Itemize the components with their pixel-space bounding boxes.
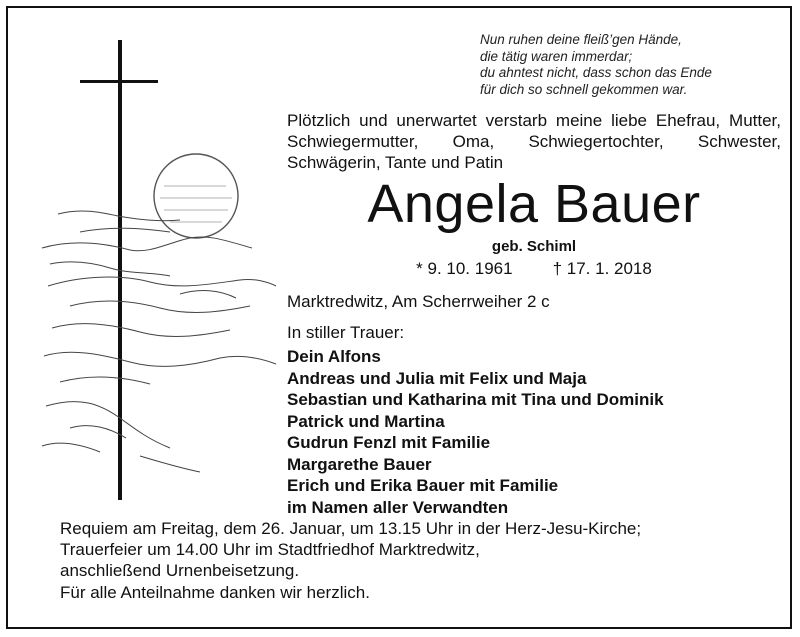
mourner: Margarethe Bauer — [287, 454, 432, 474]
poem-line: für dich so schnell gekommen war. — [480, 81, 688, 97]
poem-line: die tätig waren immerdar; — [480, 48, 633, 64]
mourner: Sebastian und Katharina mit Tina und Dominik — [287, 390, 664, 409]
memorial-illustration — [40, 36, 280, 506]
deceased-name: Angela Bauer — [367, 174, 701, 234]
death-date: † 17. 1. 2018 — [552, 259, 652, 278]
mourners-list — [287, 346, 664, 518]
mourner: Erich und Erika Bauer mit Familie — [287, 476, 559, 495]
service-line: Requiem am Freitag, dem 26. Januar, um 13.15 Uhr in der Herz-Jesu-Kirche; — [60, 519, 642, 538]
mourning-label: In stiller Trauer: — [287, 323, 405, 342]
address: Marktredwitz, Am Scherrweiher 2 c — [287, 292, 550, 311]
sun-icon — [154, 154, 238, 238]
life-dates — [287, 258, 781, 280]
intro-text: Plötzlich und unerwartet verstarb meine liebe Ehefrau, Mutter, Schwiegermutter, Oma, Schwiegertochter, Schwester, Schwägerin, Tante und Patin — [287, 111, 781, 172]
landscape-icon — [42, 211, 276, 472]
mourner: Patrick und Martina — [287, 411, 445, 431]
poem-line: Nun ruhen deine fleiß’gen Hände, — [480, 32, 682, 47]
birth-date: * 9. 10. 1961 — [416, 259, 513, 278]
service-details — [60, 518, 641, 581]
mourner: im Namen aller Verwandten — [287, 497, 509, 517]
poem-line: du ahntest nicht, dass schon das Ende — [480, 65, 712, 80]
service-line: Trauerfeier um 14.00 Uhr im Stadtfriedhof Marktredwitz, — [60, 540, 480, 559]
mourner: Gudrun Fenzl mit Familie — [287, 433, 491, 452]
mourner: Dein Alfons — [287, 347, 381, 366]
thanks-text: Für alle Anteilnahme danken wir herzlich. — [60, 583, 370, 602]
service-line: anschließend Urnenbeisetzung. — [60, 561, 300, 580]
poem — [480, 32, 780, 98]
mourner: Andreas und Julia mit Felix und Maja — [287, 368, 587, 388]
maiden-name: geb. Schiml — [491, 238, 577, 255]
